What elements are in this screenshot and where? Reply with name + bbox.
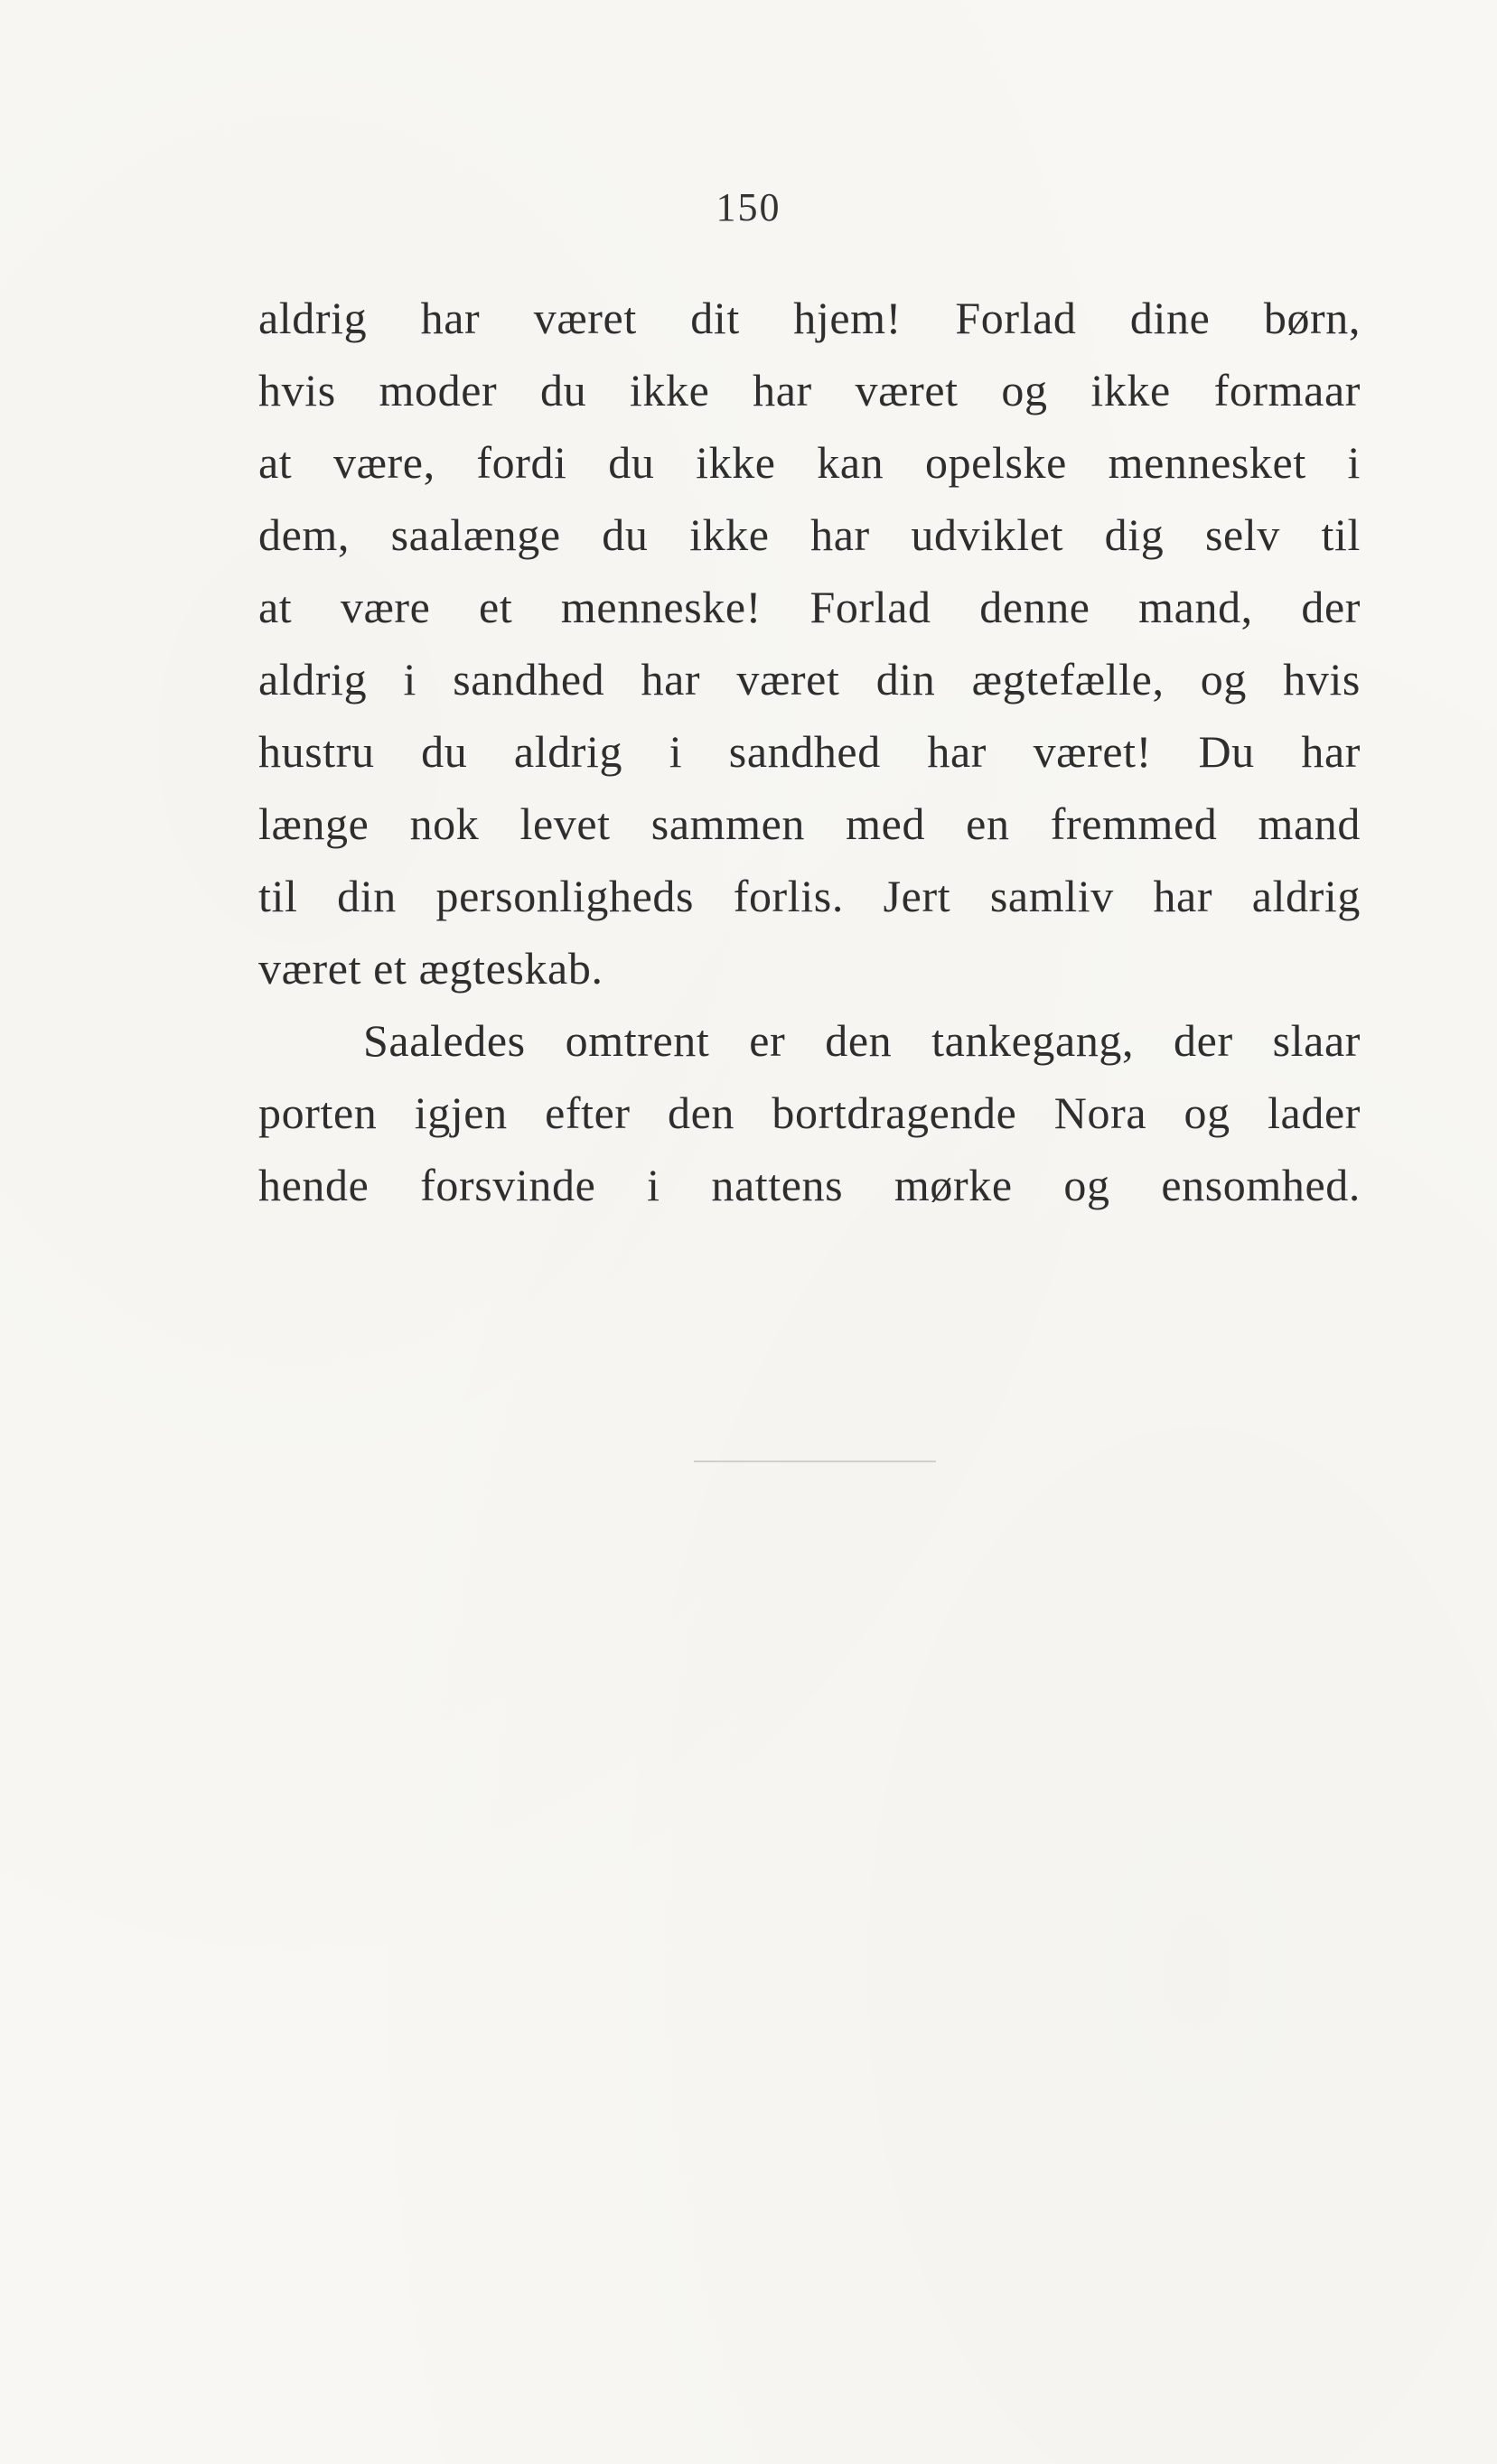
text-line: hustru du aldrig i sandhed har været! Du har [258, 726, 1361, 777]
text-line: længe nok levet sammen med en fremmed mand [258, 798, 1361, 849]
text-line: at være et menneske! Forlad denne mand, der [258, 582, 1361, 632]
text-line: været et ægteskab. [258, 943, 603, 994]
text-line: aldrig har været dit hjem! Forlad dine børn, [258, 293, 1361, 343]
body-text [258, 282, 1361, 1221]
text-line: til din personligheds forlis. Jert samliv har aldrig [258, 871, 1361, 921]
text-line: aldrig i sandhed har været din ægtefælle, og hvis [258, 654, 1361, 705]
text-line: at være, fordi du ikke kan opelske mennesket i [258, 437, 1361, 488]
page-number: 150 [716, 185, 781, 229]
text-line: hvis moder du ikke har været og ikke formaar [258, 365, 1361, 415]
section-divider [694, 1461, 936, 1462]
text-line: Saaledes omtrent er den tankegang, der slaar [363, 1015, 1361, 1066]
text-line: dem, saalænge du ikke har udviklet dig selv til [258, 509, 1361, 560]
text-line: hende forsvinde i nattens mørke og ensomhed. [258, 1160, 1361, 1210]
text-line: porten igjen efter den bortdragende Nora og lader [258, 1087, 1361, 1138]
